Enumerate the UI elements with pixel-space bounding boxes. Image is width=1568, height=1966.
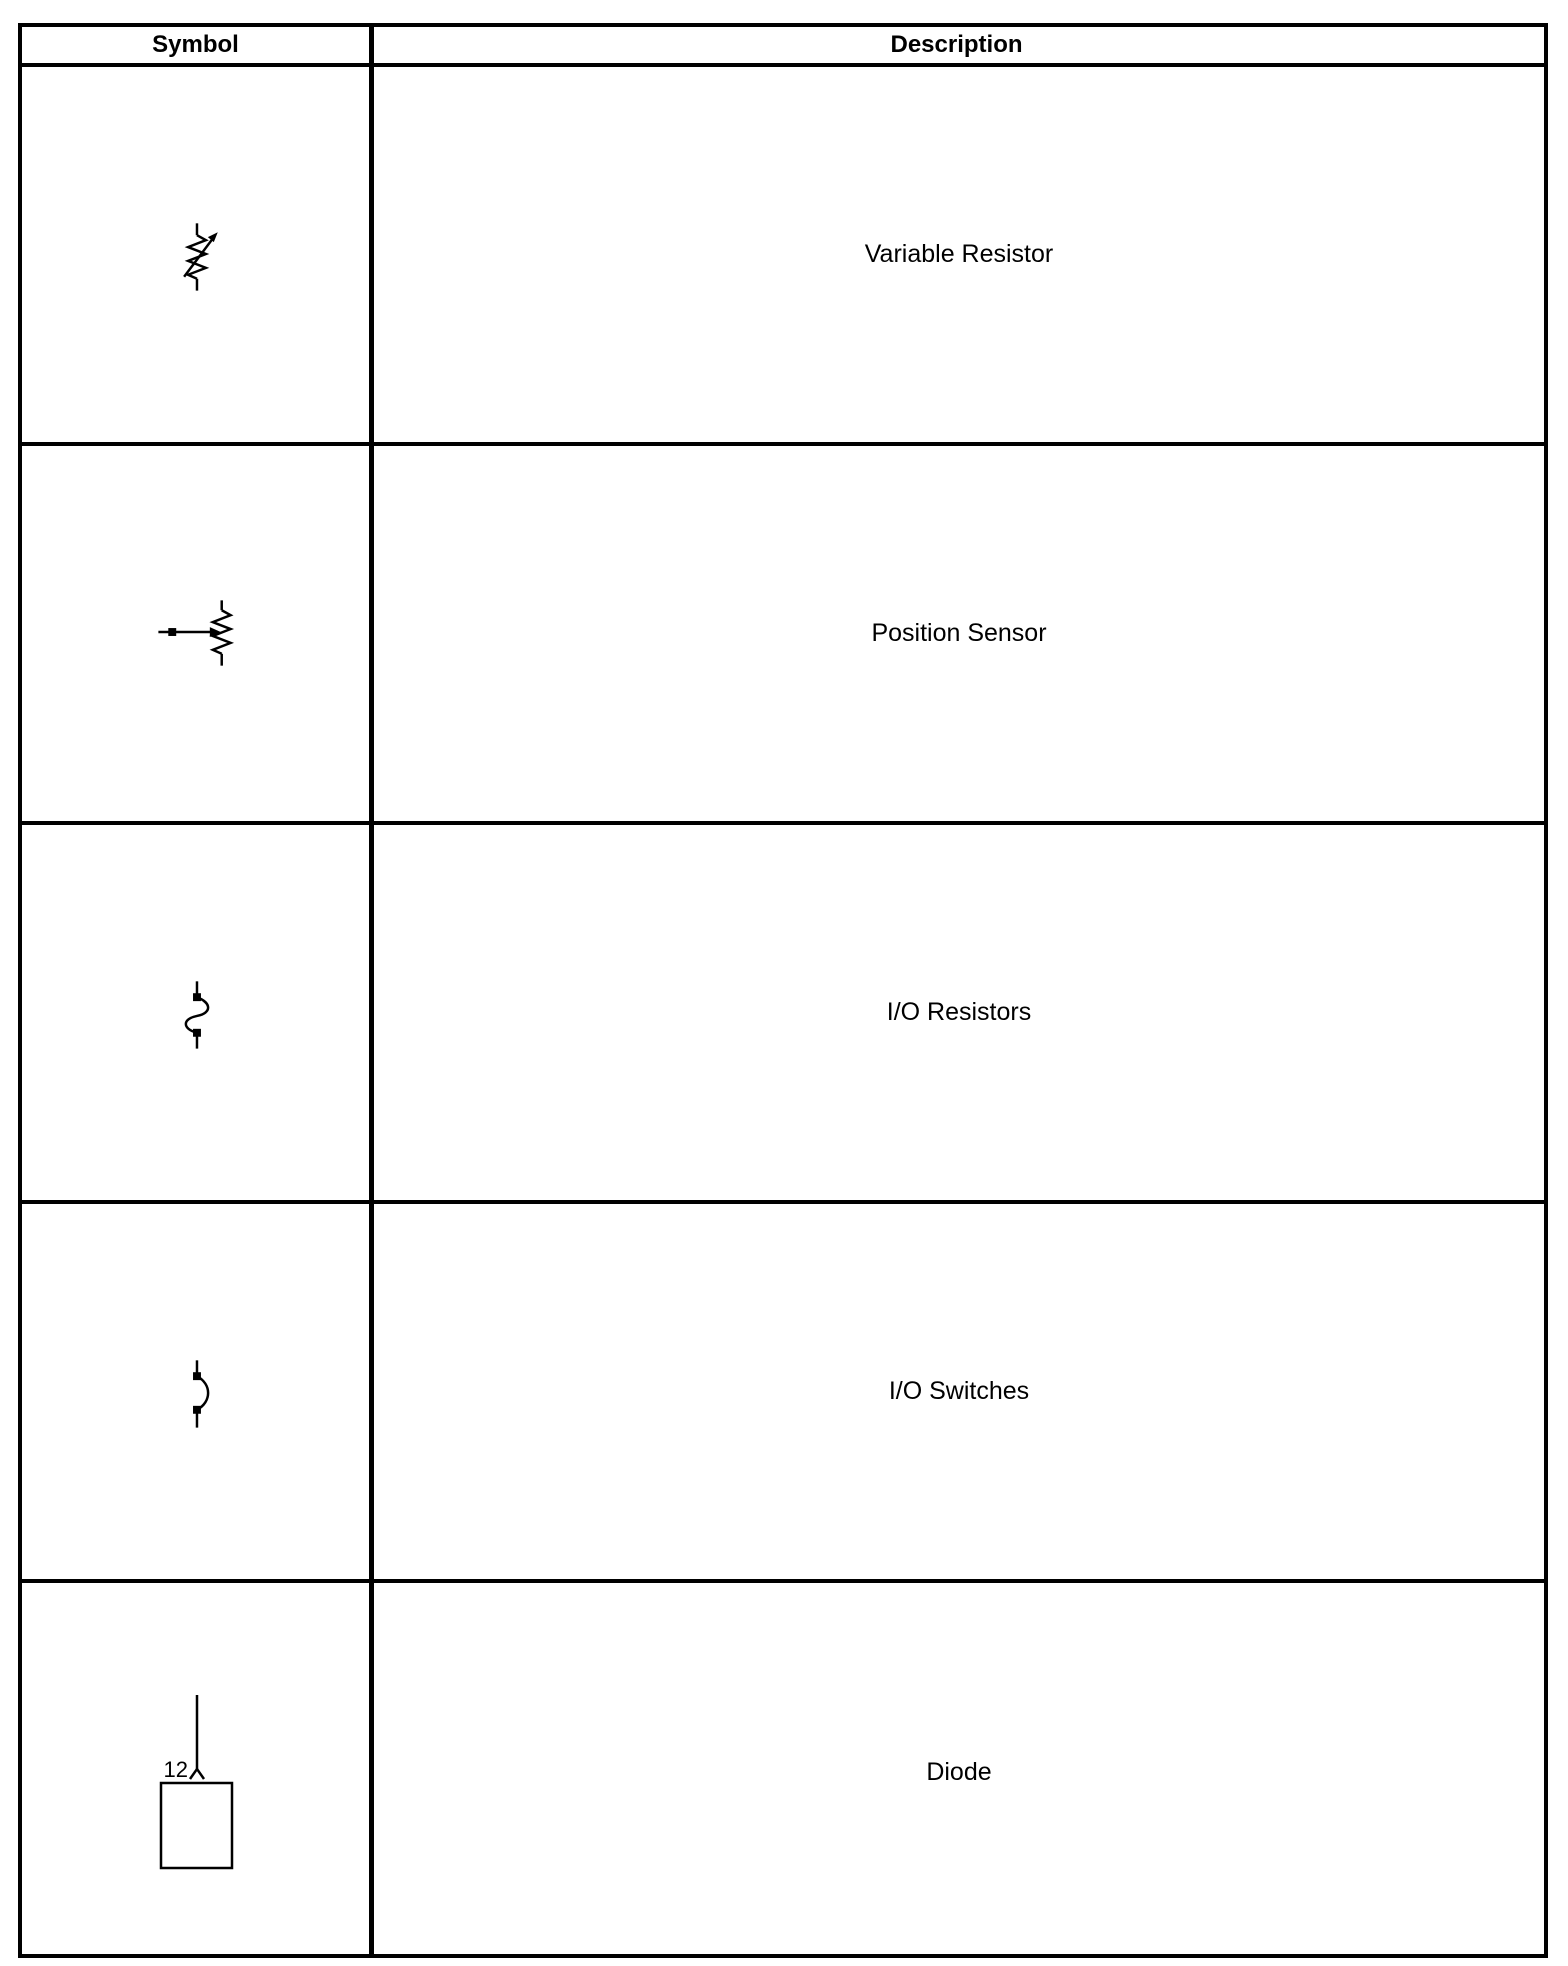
header-symbol: Symbol	[152, 31, 239, 58]
table-row	[22, 1583, 1544, 1962]
symbol-cell	[22, 825, 369, 1200]
symbol-table	[18, 23, 1548, 1958]
header-description: Description	[890, 31, 1023, 58]
symbol-cell	[22, 1583, 369, 1962]
column-divider	[369, 27, 374, 1954]
row-description: Position Sensor	[871, 619, 1047, 647]
symbol-cell	[22, 67, 369, 442]
diode-label: 12	[163, 1757, 188, 1782]
table-row	[22, 446, 1544, 825]
table-header	[22, 27, 1544, 67]
table-row	[22, 67, 1544, 446]
table-row	[22, 1204, 1544, 1583]
variable-resistor-icon	[22, 67, 369, 442]
io-resistor-icon	[22, 825, 369, 1200]
table-row	[22, 825, 1544, 1204]
io-switch-icon	[22, 1204, 369, 1579]
symbol-cell	[22, 446, 369, 821]
row-description: I/O Resistors	[886, 998, 1032, 1026]
position-sensor-icon	[22, 446, 369, 821]
row-description: Variable Resistor	[864, 240, 1054, 268]
row-description: I/O Switches	[888, 1377, 1030, 1405]
symbol-cell	[22, 1204, 369, 1579]
row-description: Diode	[926, 1758, 992, 1786]
diode-icon	[22, 1583, 369, 1962]
